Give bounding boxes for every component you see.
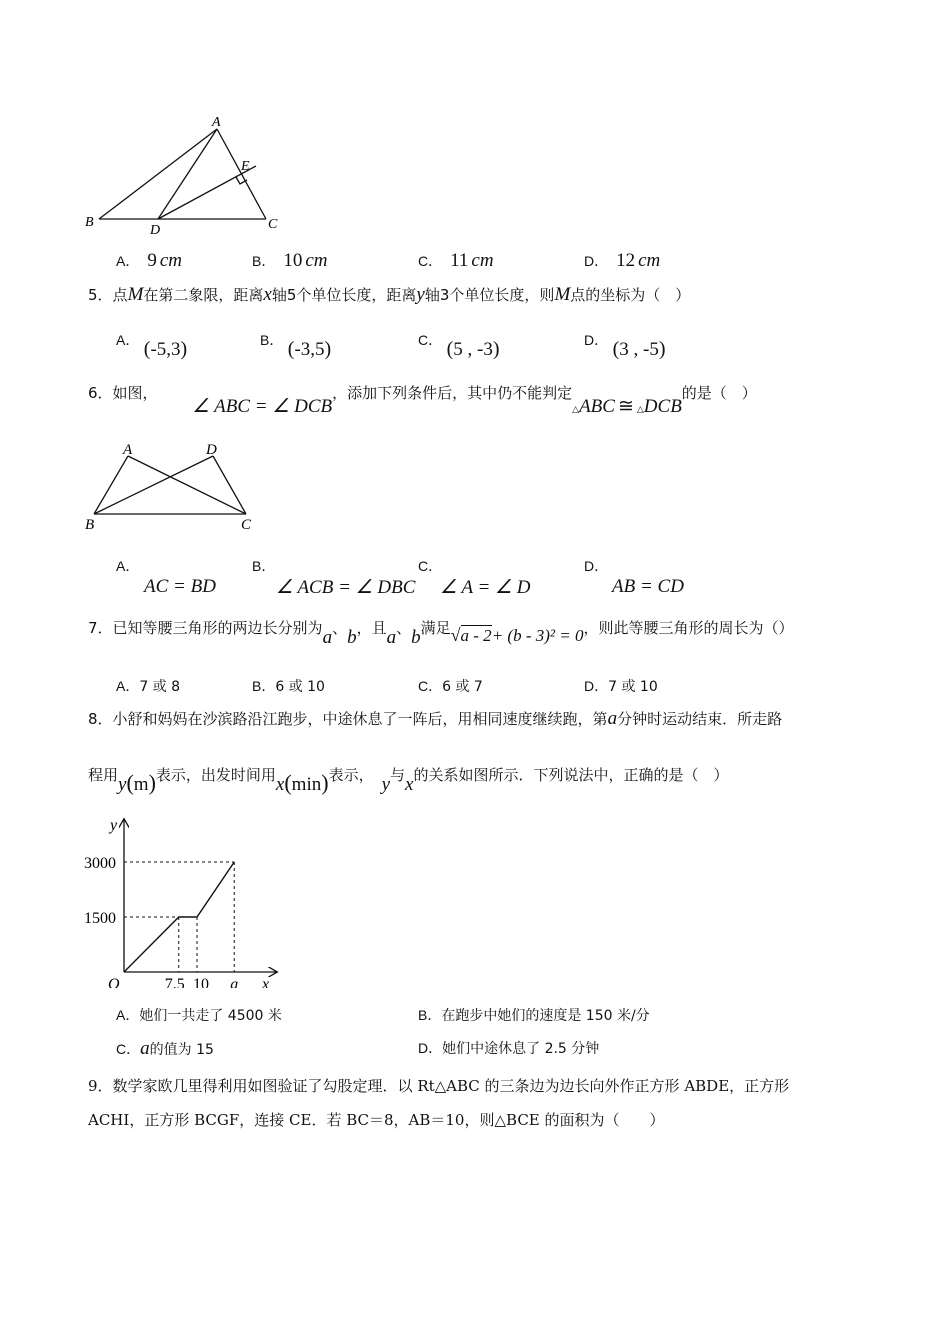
label-D: D — [150, 223, 161, 238]
x-tick-label: 7.5 — [164, 976, 185, 988]
q8-option-a: A．她们一共走了 4500 米 — [116, 1007, 282, 1024]
question-8-line-1: 8．小舒和妈妈在沙滨路沿江跑步，中途休息了一阵后，用相同速度继续跑，第a分钟时运动结束．所走路 — [88, 708, 783, 729]
label-C: C — [241, 517, 252, 533]
q5-option-b: B． (-3,5) — [260, 332, 332, 360]
q7-option-a: A．7 或 8 — [116, 678, 181, 695]
label-A: A — [123, 442, 133, 458]
origin-label: O — [108, 976, 120, 988]
q6-option-c: C． ∠ A = ∠ D — [418, 558, 531, 598]
q7-option-b: B．6 或 10 — [252, 678, 325, 695]
label-B: B — [85, 215, 94, 230]
label-E: E — [241, 159, 250, 174]
y-tick-label: 3000 — [84, 855, 116, 872]
q5-option-c: C． (5 , -3) — [418, 332, 500, 360]
q7-option-c: C．6 或 7 — [418, 678, 483, 695]
x-tick-label: 10 — [193, 976, 209, 988]
triangle-figure-2 — [80, 436, 270, 536]
q6-option-b: B． ∠ ACB = ∠ DBC — [252, 558, 416, 598]
q8-option-c: C．a的值为 15 — [116, 1038, 214, 1059]
q5-option-d: D． (3 , -5) — [584, 332, 666, 360]
distance-time-chart — [80, 812, 290, 988]
label-A: A — [212, 115, 221, 130]
y-axis-label: y — [110, 817, 118, 834]
triangle-figure-1 — [80, 110, 290, 240]
question-5: 5．点M在第二象限，距离x轴5个单位长度，距离y轴3个单位长度，则M点的坐标为（ ） — [88, 284, 691, 305]
label-B: B — [85, 517, 95, 533]
q7-option-d: D．7 或 10 — [584, 678, 658, 695]
q6-option-a: A． AC = BD — [116, 558, 216, 597]
q8-option-b: B．在跑步中她们的速度是 150 米/分 — [418, 1007, 650, 1024]
label-D: D — [206, 442, 217, 458]
q4-option-a: A． 9 cm — [116, 250, 182, 271]
question-9-line-2: ACHI，正方形 BCGF，连接 CE．若 BC＝8，AB＝10，则△BCE 的面积为（ ） — [88, 1111, 665, 1129]
q8-option-d: D．她们中途休息了 2.5 分钟 — [418, 1040, 600, 1057]
q5-option-a: A． (-5,3) — [116, 332, 188, 360]
label-C: C — [268, 217, 278, 232]
y-tick-label: 1500 — [84, 910, 116, 927]
q4-option-c: C． 11 cm — [418, 250, 494, 271]
q4-option-b: B． 10 cm — [252, 250, 328, 271]
question-8-line-2: 程用y(m)表示，出发时间用x(min)表示， y与x的关系如图所示．下列说法中，正确的是（ ） — [88, 766, 729, 795]
question-9-line-1: 9．数学家欧几里得利用如图验证了勾股定理．以 Rt△ABC 的三条边为边长向外作正方形 ABDE，正方形 — [88, 1077, 790, 1095]
question-7: 7．已知等腰三角形的两边长分别为a、b，且a、b满足√a - 2+ (b - 3)² = 0，则此等腰三角形的周长为（） — [88, 619, 794, 648]
q6-option-d: D． AB = CD — [584, 558, 684, 597]
question-6: 6．如图， ∠ ABC = ∠ DCB，添加下列条件后，其中仍不能判定$_\triangle$ABC ≅ $_\triangle$DCB的是（ ） — [88, 384, 757, 417]
x-tick-label: a — [230, 976, 239, 988]
q4-option-d: D． 12 cm — [584, 250, 661, 271]
x-axis-label: x — [262, 976, 270, 988]
